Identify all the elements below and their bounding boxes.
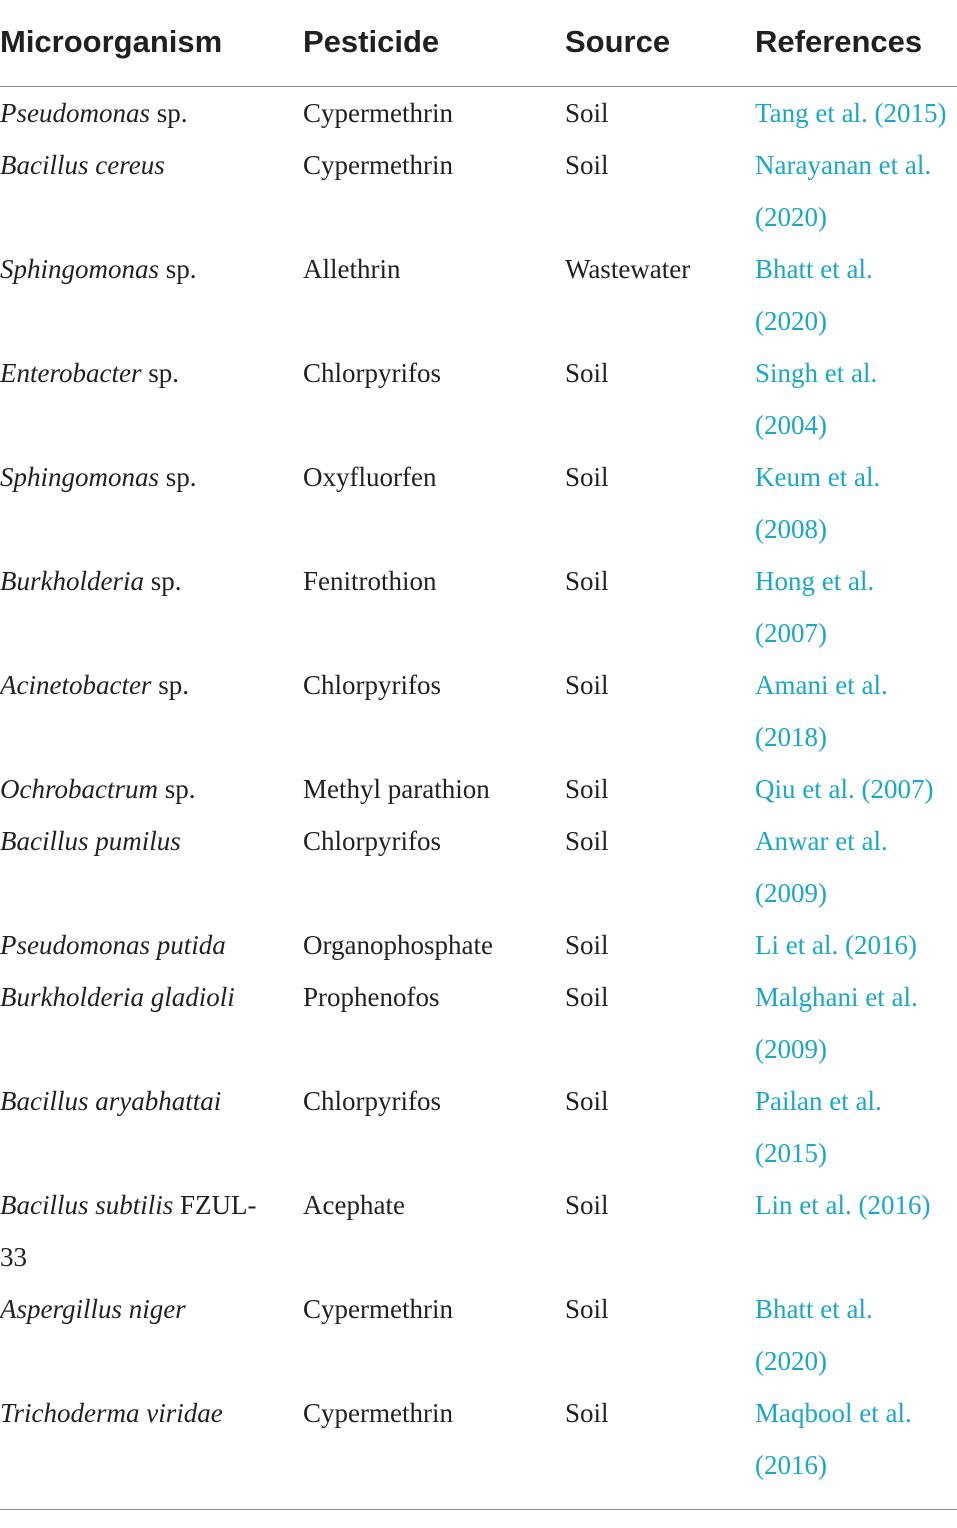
cell-reference-link[interactable] xyxy=(755,815,957,919)
cell-pesticide: Cypermethrin xyxy=(303,1387,565,1510)
reference-year[interactable]: (2009) xyxy=(755,1034,827,1064)
cell-microorganism xyxy=(0,139,303,243)
cell-pesticide: Cypermethrin xyxy=(303,1294,453,1324)
organism-suffix: sp. xyxy=(157,774,196,804)
cell-microorganism xyxy=(0,347,303,451)
reference-line[interactable]: Bhatt et al. xyxy=(755,1294,873,1324)
header-pesticide: Pesticide xyxy=(303,0,565,87)
table-row xyxy=(0,347,957,451)
cell-source: Soil xyxy=(565,930,609,960)
reference-line[interactable]: Narayanan et al. xyxy=(755,150,932,180)
organism-suffix: sp. xyxy=(143,566,182,596)
organism-name: Bacillus pumilus xyxy=(0,826,181,856)
organism-name: Pseudomonas putida xyxy=(0,930,226,960)
cell-source: Soil xyxy=(565,1294,609,1324)
organism-name: Burkholderia xyxy=(0,566,144,596)
cell-microorganism xyxy=(0,87,303,140)
table-row xyxy=(0,139,957,243)
organism-suffix: sp. xyxy=(159,254,197,284)
cell-source: Soil xyxy=(565,826,609,856)
cell-pesticide: Organophosphate xyxy=(303,930,493,960)
reference-line[interactable]: Li et al. (2016) xyxy=(755,930,917,960)
cell-source: Soil xyxy=(565,1190,609,1220)
table-header xyxy=(0,0,957,87)
reference-line[interactable]: Hong et al. xyxy=(755,566,875,596)
table-row xyxy=(0,971,957,1075)
cell-pesticide: Chlorpyrifos xyxy=(303,358,441,388)
table-row xyxy=(0,763,957,815)
cell-pesticide: Cypermethrin xyxy=(303,150,453,180)
cell-microorganism xyxy=(0,1075,303,1179)
reference-line[interactable]: Tang et al. (2015) xyxy=(755,98,947,128)
reference-line[interactable]: Lin et al. (2016) xyxy=(755,1190,931,1220)
cell-reference-link[interactable] xyxy=(755,1283,957,1387)
table-row xyxy=(0,659,957,763)
cell-microorganism xyxy=(0,815,303,919)
cell-reference-link[interactable] xyxy=(755,451,957,555)
reference-year[interactable]: (2016) xyxy=(755,1450,827,1480)
table-row xyxy=(0,919,957,971)
organism-name: Acinetobacter xyxy=(0,670,152,700)
cell-pesticide: Oxyfluorfen xyxy=(303,462,437,492)
cell-pesticide: Cypermethrin xyxy=(303,98,453,128)
header-source: Source xyxy=(565,0,755,87)
cell-pesticide: Chlorpyrifos xyxy=(303,826,441,856)
reference-line[interactable]: Anwar et al. xyxy=(755,826,888,856)
table-row xyxy=(0,451,957,555)
table-row xyxy=(0,555,957,659)
reference-year[interactable]: (2008) xyxy=(755,514,827,544)
organism-name: Sphingomonas xyxy=(0,462,160,492)
reference-year[interactable]: (2018) xyxy=(755,722,827,752)
cell-reference-link[interactable] xyxy=(755,919,957,971)
cell-source: Soil xyxy=(565,774,609,804)
cell-microorganism xyxy=(0,919,303,971)
organism-name: Burkholderia gladioli xyxy=(0,982,235,1012)
cell-pesticide: Methyl parathion xyxy=(303,774,490,804)
organism-name: Bacillus subtilis xyxy=(0,1190,174,1220)
organism-name: Enterobacter xyxy=(0,358,142,388)
table-row xyxy=(0,87,957,140)
cell-source: Soil xyxy=(565,1086,609,1116)
table-row xyxy=(0,1387,957,1510)
reference-year[interactable]: (2004) xyxy=(755,410,827,440)
organism-name: Ochrobactrum xyxy=(0,774,158,804)
organism-suffix: sp. xyxy=(151,670,189,700)
cell-source: Soil xyxy=(565,566,609,596)
cell-reference-link[interactable] xyxy=(755,347,957,451)
cell-reference-link[interactable] xyxy=(755,139,957,243)
header-row xyxy=(0,0,957,87)
table-row xyxy=(0,1179,957,1283)
cell-source: Soil xyxy=(565,462,609,492)
reference-line[interactable]: Bhatt et al. xyxy=(755,254,873,284)
cell-pesticide: Chlorpyrifos xyxy=(303,1086,441,1116)
cell-reference-link[interactable] xyxy=(755,659,957,763)
cell-source: Soil xyxy=(565,98,609,128)
cell-reference-link[interactable] xyxy=(755,1179,957,1283)
organism-suffix: sp. xyxy=(150,98,188,128)
reference-line[interactable]: Amani et al. xyxy=(755,670,888,700)
table-row xyxy=(0,243,957,347)
reference-line[interactable]: Singh et al. xyxy=(755,358,878,388)
organism-name: Trichoderma viridae xyxy=(0,1398,223,1428)
table-row xyxy=(0,1283,957,1387)
reference-line[interactable]: Pailan et al. xyxy=(755,1086,882,1116)
cell-reference-link[interactable] xyxy=(755,87,957,140)
cell-reference-link[interactable] xyxy=(755,555,957,659)
cell-microorganism xyxy=(0,243,303,347)
reference-year[interactable]: (2015) xyxy=(755,1138,827,1168)
cell-source: Soil xyxy=(565,150,609,180)
cell-reference-link[interactable] xyxy=(755,1075,957,1179)
cell-pesticide: Allethrin xyxy=(303,254,401,284)
organism-suffix: sp. xyxy=(141,358,179,388)
organism-name: Bacillus aryabhattai xyxy=(0,1086,222,1116)
cell-microorganism xyxy=(0,1179,303,1283)
table-row xyxy=(0,815,957,919)
cell-reference-link[interactable] xyxy=(755,763,957,815)
cell-microorganism xyxy=(0,971,303,1075)
cell-source: Wastewater xyxy=(565,254,691,284)
header-references: References xyxy=(755,0,957,87)
reference-year[interactable]: (2020) xyxy=(755,202,827,232)
reference-line[interactable]: Malghani et al. xyxy=(755,982,918,1012)
cell-reference-link[interactable] xyxy=(755,1387,957,1510)
header-microorganism: Microorganism xyxy=(0,0,303,87)
organism-suffix: FZUL- xyxy=(173,1190,257,1220)
cell-microorganism xyxy=(0,763,303,815)
organism-name: Aspergillus niger xyxy=(0,1294,186,1324)
cell-source: Soil xyxy=(565,670,609,700)
cell-microorganism xyxy=(0,659,303,763)
organism-suffix-line2: 33 xyxy=(0,1242,27,1272)
cell-reference-link[interactable] xyxy=(755,243,957,347)
organism-suffix: sp. xyxy=(159,462,197,492)
organism-name: Sphingomonas xyxy=(0,254,160,284)
reference-line[interactable]: Qiu et al. (2007) xyxy=(755,774,934,804)
cell-microorganism xyxy=(0,1387,303,1510)
cell-source: Soil xyxy=(565,1387,755,1510)
cell-microorganism xyxy=(0,555,303,659)
cell-source: Soil xyxy=(565,358,609,388)
organism-name: Bacillus cereus xyxy=(0,150,165,180)
cell-microorganism xyxy=(0,451,303,555)
cell-microorganism xyxy=(0,1283,303,1387)
cell-reference-link[interactable] xyxy=(755,971,957,1075)
reference-year[interactable]: (2020) xyxy=(755,306,827,336)
cell-pesticide: Acephate xyxy=(303,1190,405,1220)
cell-pesticide: Chlorpyrifos xyxy=(303,670,441,700)
reference-year[interactable]: (2007) xyxy=(755,618,827,648)
cell-pesticide: Prophenofos xyxy=(303,982,440,1012)
reference-year[interactable]: (2009) xyxy=(755,878,827,908)
organism-name: Pseudomonas xyxy=(0,98,150,128)
table-body xyxy=(0,87,957,1510)
table-row xyxy=(0,1075,957,1179)
reference-line[interactable]: Maqbool et al. xyxy=(755,1398,912,1428)
reference-year[interactable]: (2020) xyxy=(755,1346,827,1376)
reference-line[interactable]: Keum et al. xyxy=(755,462,881,492)
cell-source: Soil xyxy=(565,982,609,1012)
cell-pesticide: Fenitrothion xyxy=(303,566,437,596)
